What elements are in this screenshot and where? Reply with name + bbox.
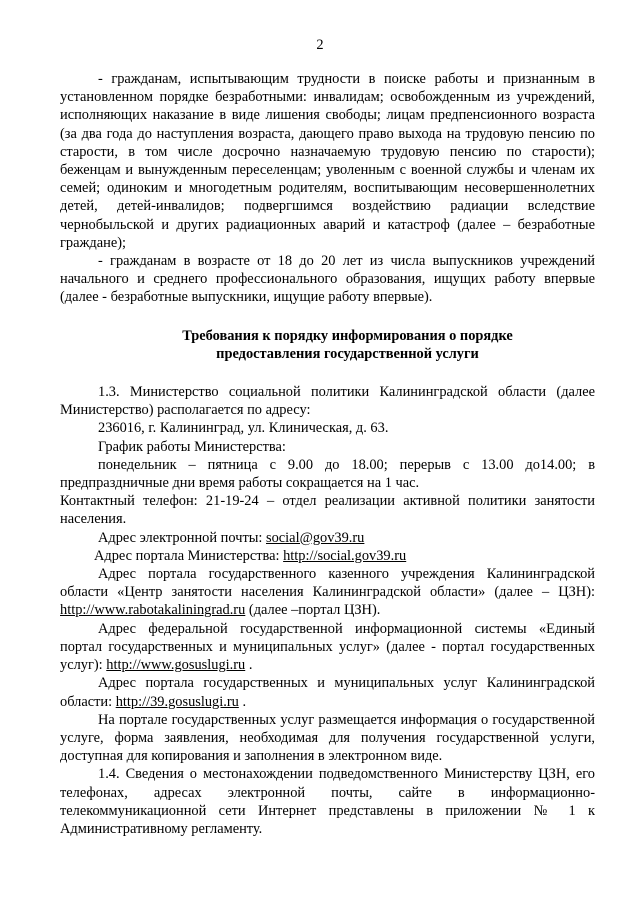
paragraph-graduates: - гражданам в возрасте от 18 до 20 лет из числа выпускников учреждений начального и среднего профессионального образования, ищущих работу впервые (далее - безработные выпускники, ищущие работу впервые).	[60, 253, 595, 306]
czn-portal-tail: (далее –портал ЦЗН).	[245, 602, 381, 619]
ministry-portal-link[interactable]: http://social.gov39.ru	[283, 547, 407, 564]
paragraph-portal-info: На портале государственных услуг размещается информация о государственной услуге, форма заявления, необходимая для получения государственной услуги, доступная для копирования и заполнения в электронном виде.	[60, 711, 595, 765]
czn-portal-link[interactable]: http://www.rabotakaliningrad.ru	[60, 602, 246, 619]
czn-portal-text: Адрес портала государственного казенного учреждения Калининградской области «Центр занятости населения Калининградской области» (далее – ЦЗН):	[60, 566, 595, 601]
paragraph-gosuslugi-portal	[60, 620, 595, 675]
regional-portal-link[interactable]: http://39.gosuslugi.ru	[115, 693, 239, 710]
paragraph-phone: Контактный телефон: 21-19-24 – отдел реализации активной политики занятости населения.	[60, 493, 595, 528]
email-label: Адрес электронной почты:	[98, 529, 266, 546]
document-body	[60, 70, 595, 838]
paragraph-ministry-location: 1.3. Министерство социальной политики Калининградской области (далее Министерство) располагается по адресу:	[60, 384, 595, 419]
page-number: 2	[316, 37, 324, 53]
paragraph-email	[60, 529, 595, 547]
paragraph-schedule: понедельник – пятница с 9.00 до 18.00; перерыв с 13.00 до14.00; в предпраздничные дни время работы сокращается на 1 час.	[60, 456, 595, 492]
heading-line-1: Требования к порядку информирования о порядке	[182, 327, 513, 344]
paragraph-address: 236016, г. Калининград, ул. Клиническая, д. 63.	[98, 420, 389, 437]
regional-portal-text: Адрес портала государственных и муниципальных услуг Калининградской области:	[60, 675, 595, 710]
paragraph-czn-portal	[60, 565, 595, 620]
section-heading	[60, 327, 595, 363]
ministry-portal-label: Адрес портала Министерства:	[94, 547, 284, 564]
gosuslugi-portal-text: Адрес федеральной государственной информационной системы «Единый портал государственных и муниципальных услуг» (далее - портал государственных услуг):	[60, 620, 595, 674]
gosuslugi-portal-link[interactable]: http://www.gosuslugi.ru	[106, 657, 246, 674]
paragraph-regional-portal	[60, 674, 595, 710]
paragraph-schedule-title: График работы Министерства:	[98, 438, 286, 455]
regional-portal-tail: .	[238, 693, 247, 710]
paragraph-czn-details: 1.4. Сведения о местонахождении подведомственного Министерству ЦЗН, его телефонах, адресах электронной почты, сайте в информационно-телекоммуникационной сети Интернет представлены в приложении № 1 к Административному регламенту.	[60, 766, 595, 837]
paragraph-ministry-portal	[60, 547, 595, 565]
gosuslugi-portal-tail: .	[245, 657, 253, 674]
paragraph-unemployed-categories: - гражданам, испытывающим трудности в поиске работы и признанным в установленном порядке безработными: инвалидам; освобожденным из учреждений, исполняющих наказание в виде лишения свободы; лицам предпенсионного возраста (за два года до наступления возраста, дающего право выхода на трудовую пенсию по старости, в том числе досрочно назначаемую трудовую пенсию по старости); беженцам и вынужденным переселенцам; уволенным с военной службы и членам их семей; одиноким и многодетным родителям, воспитывающим несовершеннолетних детей, детей-инвалидов; подвергшимся воздействию радиации вследствие чернобыльской и других радиационных аварий и катастроф (далее – безработные граждане);	[60, 71, 595, 251]
email-link[interactable]: social@gov39.ru	[266, 529, 365, 546]
heading-line-2: предоставления государственной услуги	[216, 345, 479, 362]
